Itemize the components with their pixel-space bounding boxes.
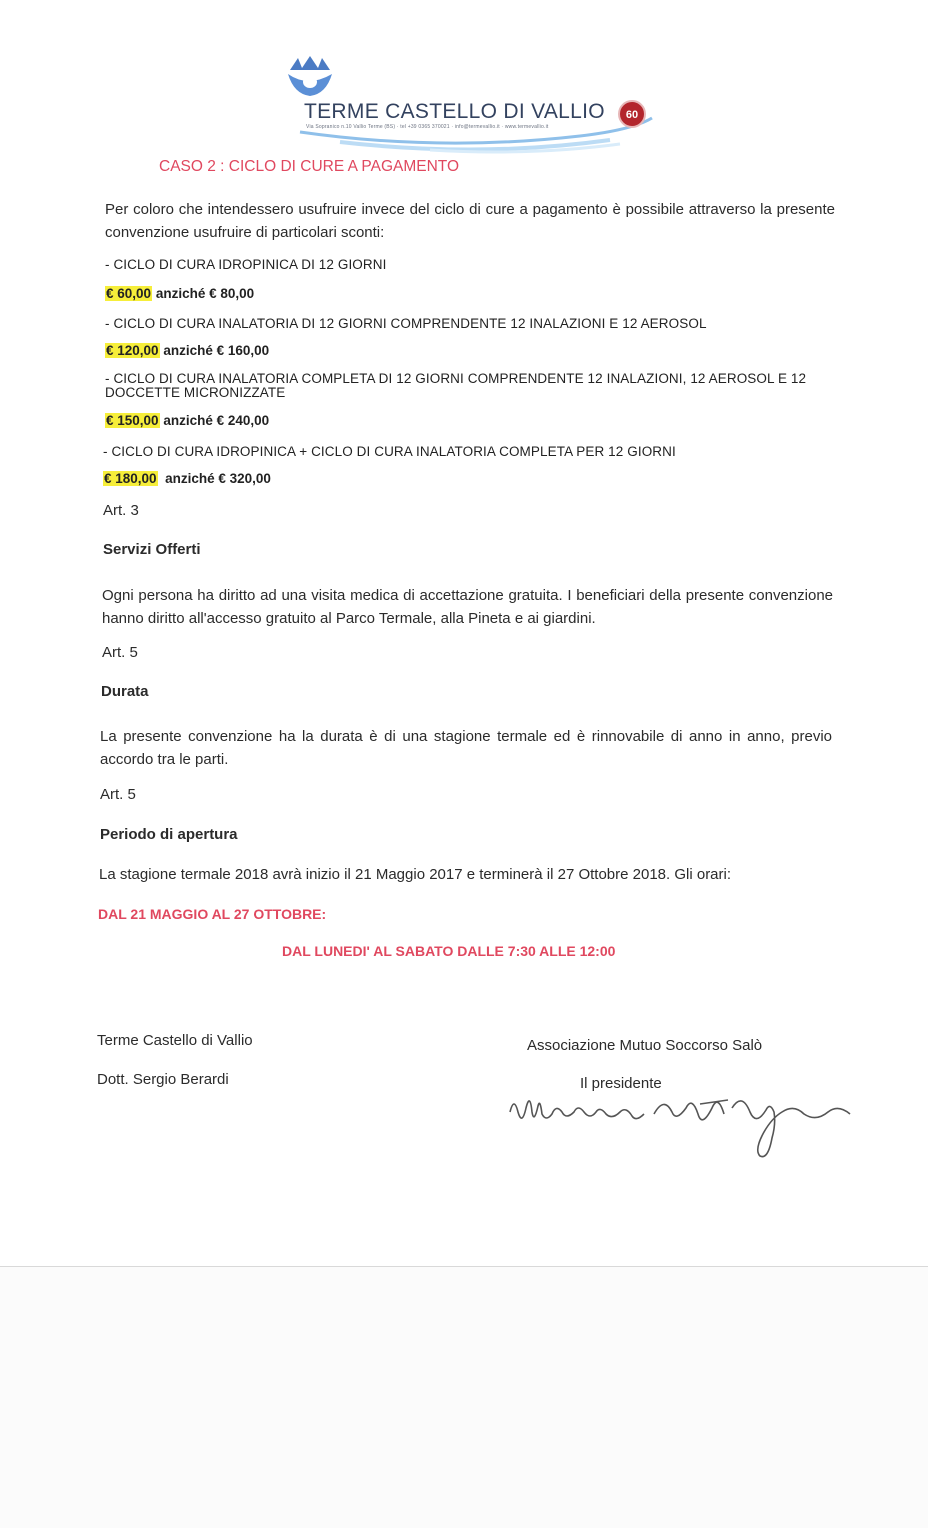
offer-price: € 180,00 (104, 471, 157, 486)
offer-price-row (105, 284, 254, 304)
article-number: Art. 3 (103, 502, 139, 519)
page-background (0, 1267, 928, 1528)
offer-instead: anziché € 160,00 (163, 343, 270, 358)
offer-instead: anziché € 240,00 (163, 413, 270, 428)
schedule-period: DAL 21 MAGGIO AL 27 OTTOBRE: (98, 906, 327, 922)
letterhead (280, 48, 660, 158)
signature-left-name: Dott. Sergio Berardi (97, 1071, 229, 1088)
article-text: Ogni persona ha diritto ad una visita medica di accettazione gratuita. I beneficiari della presente convenzione hanno diritto all'accesso gratuito al Parco Termale, alla Pineta e ai giardini. (102, 587, 833, 627)
offer-price: € 60,00 (106, 286, 152, 301)
offer-price-row (105, 411, 269, 431)
article-heading: Servizi Offerti (103, 541, 201, 558)
intro-paragraph: Per coloro che intendessero usufruire invece del ciclo di cure a pagamento è possibile attraverso la presente convenzione usufruire di particolari sconti: (105, 201, 835, 241)
signature-left-org: Terme Castello di Vallio (97, 1032, 253, 1049)
letterhead-name: TERME CASTELLO DI VALLIO (304, 100, 605, 123)
article-heading: Durata (101, 683, 149, 700)
offer-price-row (103, 469, 271, 489)
offer-instead: anziché € 320,00 (165, 471, 271, 486)
signature-right-org: Associazione Mutuo Soccorso Salò (527, 1037, 763, 1054)
anniversary-badge: 60 (618, 100, 646, 128)
article-text: La presente convenzione ha la durata è di una stagione termale ed è rinnovabile di anno in anno, previo accordo tra le parti. (100, 728, 832, 768)
schedule-hours: DAL LUNEDI' AL SABATO DALLE 7:30 ALLE 12:00 (282, 943, 616, 959)
offer-label: - CICLO DI CURA INALATORIA COMPLETA DI 12 GIORNI COMPRENDENTE 12 INALAZIONI, 12 AEROSOL E 12 DOCCETTE MICRONIZZATE (105, 371, 807, 400)
offer-label: - CICLO DI CURA INALATORIA DI 12 GIORNI COMPRENDENTE 12 INALAZIONI E 12 AEROSOL (105, 316, 707, 331)
offer-label: - CICLO DI CURA IDROPINICA DI 12 GIORNI (105, 257, 387, 272)
offer-price: € 150,00 (106, 413, 159, 428)
offer-price-row (105, 341, 269, 361)
document-title: CASO 2 : CICLO DI CURE A PAGAMENTO (159, 158, 460, 175)
offer-instead: anziché € 80,00 (155, 286, 255, 301)
offer-price: € 120,00 (106, 343, 159, 358)
signature-right-role: Il presidente (580, 1075, 662, 1092)
handwritten-signature (504, 1078, 864, 1168)
article-number: Art. 5 (100, 786, 136, 803)
article-heading: Periodo di apertura (100, 826, 238, 843)
article-number: Art. 5 (102, 644, 138, 661)
article-text: La stagione termale 2018 avrà inizio il 21 Maggio 2017 e terminerà il 27 Ottobre 2018. Gli orari: (99, 866, 732, 883)
letterhead-address: Via Sopranico n.10 Vallio Terme (BS) · tel +39 0365 370021 · info@termevallio.it · www.termevallio.it (306, 124, 549, 130)
offer-label: - CICLO DI CURA IDROPINICA + CICLO DI CURA INALATORIA COMPLETA PER 12 GIORNI (103, 444, 676, 459)
